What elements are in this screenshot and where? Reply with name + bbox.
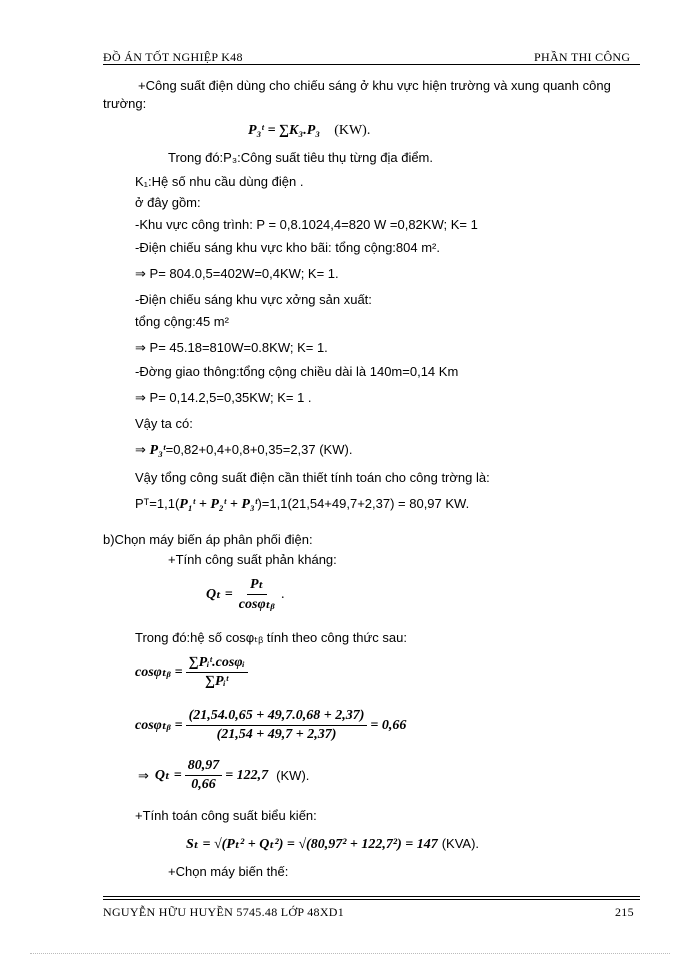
implies-arrow-icon: ⇒ <box>135 266 146 281</box>
header-rule <box>103 64 640 65</box>
header-left: ĐỒ ÁN TỐT NGHIỆP K48 <box>103 50 243 64</box>
formula-qt <box>138 758 309 793</box>
item-2: -Điện chiếu sáng khu vực kho bãi: tổng cộng:804 m². <box>135 240 440 255</box>
header-right: PHẦN THI CÔNG <box>534 50 631 64</box>
formula-cos-denominator: ∑Pᵢᵗ <box>205 674 229 689</box>
formula-q-dot: . <box>280 586 285 602</box>
implies-arrow-icon: ⇒ <box>135 390 146 405</box>
formula-cos2-result: = 0,66 <box>370 717 407 733</box>
formula-cos2-numerator: (21,54.0,65 + 49,7.0,68 + 2,37) <box>186 708 368 726</box>
formula-cos-fraction <box>186 655 248 690</box>
formula-s-unit: (KVA). <box>441 836 480 851</box>
choose-title: +Chọn máy biến thế: <box>168 864 289 879</box>
formula-q-numerator: Pₜ <box>247 576 267 595</box>
result-4-text: P= 0,14.2,5=0,35KW; K= 1 . <box>149 390 312 405</box>
item-1: -Khu vực công trình: P = 0,8.1024,4=820 W =0,82KW; K= 1 <box>135 217 478 232</box>
result-2 <box>135 266 339 282</box>
formula-qt-unit: (KW). <box>276 768 310 783</box>
result-2-text: P= 804.0,5=402W=0,4KW; K= 1. <box>149 266 339 281</box>
formula-cos-values <box>135 708 406 743</box>
formula-qt-result: = 122,7 <box>225 767 269 783</box>
footer-rule-1 <box>103 896 640 897</box>
intro-line-2: trường: <box>103 96 147 111</box>
footer-left: NGUYỄN HỮU HUYỀN 5745.48 LỚP 48XD1 <box>103 905 345 919</box>
intro-line-1: +Công suất điện dùng cho chiếu sáng ở khu vực hiện trường và xung quanh công <box>138 78 611 93</box>
footer-rule-2 <box>103 899 640 900</box>
where-cos: Trong đó:hệ số cosφₜᵦ tính theo công thức sau: <box>135 630 407 645</box>
result-4 <box>135 390 312 406</box>
formula-q-fraction <box>236 576 278 613</box>
pt-line-b: )=1,1(21,54+49,7+2,37) = 80,97 KW. <box>257 496 470 511</box>
pt-line-a: Pᵀ=1,1( <box>135 496 180 511</box>
formula-qt-fraction <box>185 758 223 793</box>
formula-q <box>206 576 284 613</box>
result-3 <box>135 340 328 356</box>
formula-cos2-lhs: cosφₜᵦ = <box>135 718 183 733</box>
formula-q-denominator: cosφₜᵦ <box>238 597 275 612</box>
formula-p3 <box>248 121 370 139</box>
formula-p3-expr: P₃ᵗ = ∑K₃.P₃ <box>248 123 321 138</box>
formula-cos <box>135 655 251 690</box>
formula-qt-denominator: 0,66 <box>191 777 216 792</box>
reactive-title: +Tính công suất phản kháng: <box>168 552 337 567</box>
formula-cos2-denominator: (21,54 + 49,7 + 2,37) <box>216 727 337 742</box>
item-4: -Đờng giao thông:tổng cộng chiều dài là 140m=0,14 Km <box>135 364 459 379</box>
pt-line <box>135 496 469 513</box>
formula-s-expr: Sₜ = √(Pₜ² + Qₜ²) = √(80,97² + 122,7²) = 147 <box>186 837 438 852</box>
apparent-title: +Tính toán công suất biểu kiến: <box>135 808 317 823</box>
bottom-dotted-line <box>30 953 670 954</box>
formula-cos-lhs: cosφₜᵦ = <box>135 665 183 680</box>
we-have: Vậy ta có: <box>135 416 193 431</box>
implies-arrow-icon: ⇒ <box>135 442 146 457</box>
result-3-text: P= 45.18=810W=0.8KW; K= 1. <box>149 340 328 355</box>
p3-total-symbol: P₃ᵗ <box>149 443 166 458</box>
where-p3: Trong đó:P₃:Công suất tiêu thụ từng địa điểm. <box>168 150 434 165</box>
pt-line-sum: P₁ᵗ + P₂ᵗ + P₃ᵗ <box>179 497 258 512</box>
formula-cos-numerator: ∑Pᵢᵗ.cosφᵢ <box>186 655 248 673</box>
implies-arrow-icon: ⇒ <box>138 767 149 783</box>
k1-line: K₁:Hệ số nhu cầu dùng điện . <box>135 174 304 189</box>
here-line: ở đây gồm: <box>135 195 201 210</box>
implies-arrow-icon: ⇒ <box>135 340 146 355</box>
section-b-title: b)Chọn máy biến áp phân phối điện: <box>103 532 313 547</box>
formula-p3-unit: (KW). <box>334 123 371 138</box>
formula-qt-lhs: Qₜ = <box>154 768 182 783</box>
p3-total <box>135 442 352 459</box>
page-number: 215 <box>615 905 634 919</box>
p3-total-text: =0,82+0,4+0,8+0,35=2,37 (KW). <box>165 442 353 457</box>
formula-s <box>186 835 479 853</box>
formula-qt-numerator: 80,97 <box>185 758 223 776</box>
formula-cos2-fraction <box>186 708 368 743</box>
formula-q-lhs: Qₜ = <box>206 587 233 602</box>
item-3b: tổng cộng:45 m² <box>135 314 229 329</box>
total-line: Vậy tổng công suất điện cần thiết tính toán cho công trờng là: <box>135 470 490 485</box>
item-3: -Điện chiếu sáng khu vực xởng sản xuất: <box>135 292 372 307</box>
